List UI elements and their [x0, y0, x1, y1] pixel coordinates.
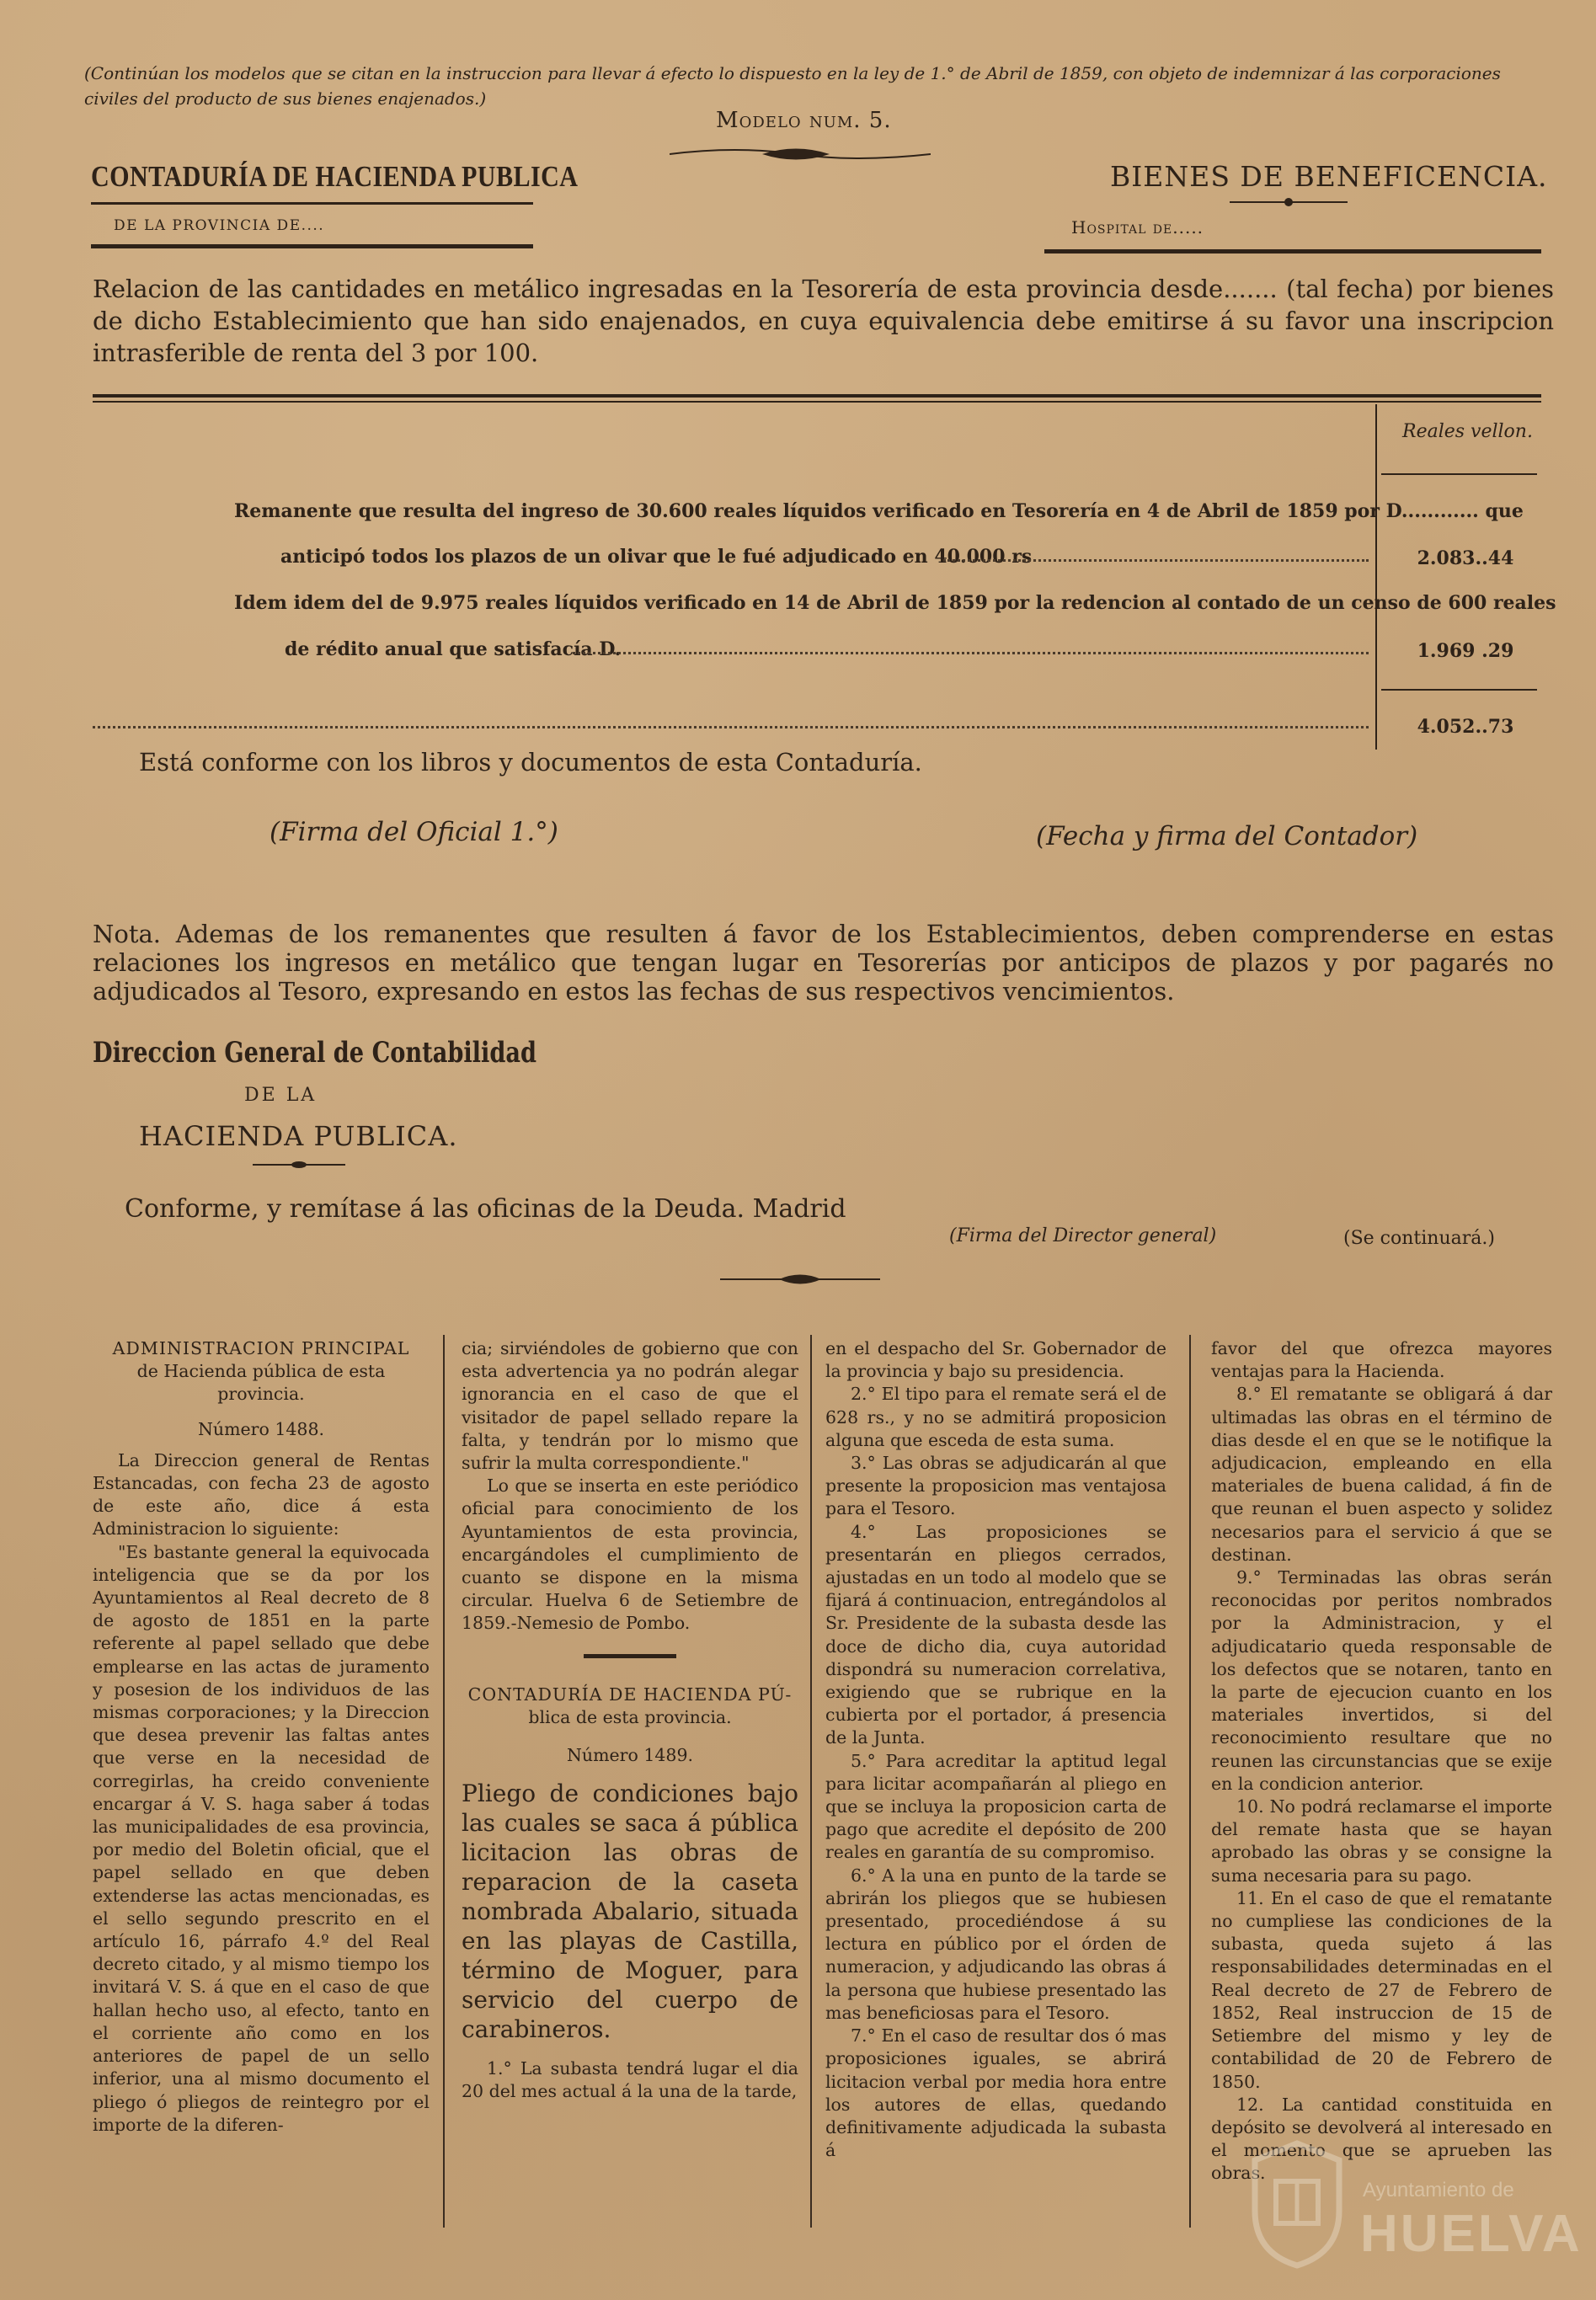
row1-line1: Remanente que resulta del ingreso de 30.600 reales líquidos verificado en Tesorería en 4 de Abril de 1859 por D............ que — [234, 500, 1524, 522]
row2-line2: de rédito anual que satisfacía D. — [285, 638, 622, 660]
col2-paragraph: cia; sirviéndoles de gobierno que con esta advertencia ya no podrán alegar ignorancia en el caso de que el visitador de papel sellado repare la falta, y tendrán por lo mismo que sufrir la multa correspondiente." — [462, 1338, 798, 1474]
header-right-title: BIENES DE BENEFICENCIA. — [1110, 160, 1548, 193]
dot-leader — [93, 726, 1369, 728]
column-separator — [810, 1335, 812, 2228]
col3-paragraph: 6.° A la una en punto de la tarde se abrirán los pliegos que se hubiesen presentado, procediéndose á su lectura en público por el órden de numeracion, y adjudicando las obras á la persona que hubiese presentado las mas beneficiosas para el Tesoro. — [825, 1865, 1166, 2023]
header-left-sub: DE LA PROVINCIA DE.... — [114, 217, 325, 234]
conforme-remitase: Conforme, y remítase á las oficinas de la Deuda. Madrid — [125, 1194, 846, 1224]
row2-amount: 1.969 .29 — [1417, 640, 1514, 662]
row1-line2: anticipó todos los plazos de un olivar que le fué adjudicado en 40.000 rs — [280, 546, 1033, 568]
header-left-bottom-rule — [91, 244, 533, 248]
header-underline — [1381, 473, 1537, 475]
col3-paragraph: 7.° En el caso de resultar dos ó mas proposiciones iguales, se abrirá licitacion verbal por media hora entre los autores de ellas, quedando definitivamente adjudicada la subasta á — [825, 2025, 1166, 2161]
column-separator — [1189, 1335, 1191, 2228]
column-3 — [825, 1337, 1166, 2162]
col1-head: ADMINISTRACION PRINCIPAL — [112, 1338, 410, 1358]
col4-paragraph: 12. La cantidad constituida en depósito se devolverá al interesado en el momento que se aprueben las obras. — [1211, 2094, 1552, 2184]
col2-pliego-title: Pliego de condiciones bajo las cuales se saca á pública licitacion las obras de reparacion de la caseta nombrada Abalario, situada en las playas de Castilla, término de Moguer, para servicio del cuerpo de carabineros. — [462, 1780, 798, 2044]
row2-line1: Idem idem del de 9.975 reales líquidos verificado en 14 de Abril de 1859 por la redencion al contado de un censo de 600 reales — [234, 592, 1556, 614]
firma-director: (Firma del Director general) — [949, 1225, 1217, 1246]
ornament-divider-icon — [670, 141, 931, 167]
table-column-divider — [1375, 404, 1377, 750]
conforme-text: Está conforme con los libros y documentos de esta Contaduría. — [139, 748, 922, 776]
col2-head: CONTADURÍA DE HACIENDA PÚ- — [467, 1684, 793, 1705]
watermark-line1: Ayuntamiento de — [1363, 2179, 1514, 2201]
col2-subhead: blica de esta provincia. — [528, 1706, 732, 1727]
ornament-divider-icon — [720, 1270, 880, 1289]
column-separator — [443, 1335, 445, 2228]
col2-paragraph: 1.° La subasta tendrá lugar el dia 20 del mes actual á la una de la tarde, — [462, 2058, 798, 2102]
direccion-title: Direccion General de Contabilidad — [93, 1036, 536, 1070]
column-1 — [93, 1337, 430, 2137]
table-top-rule-thin — [93, 401, 1541, 403]
column-2 — [462, 1337, 798, 2104]
row1-amount: 2.083..44 — [1417, 547, 1514, 569]
nota-paragraph: Nota. Ademas de los remanentes que resulten á favor de los Establecimientos, deben comprenderse en estas relaciones los ingresos en metálico que tengan lugar en Tesorerías por anticipos de plazos y por pagarés no adjudicados al Tesoro, expresando en estos las fechas de sus respectivos vencimientos. — [93, 920, 1554, 1006]
firma-oficial: (Firma del Oficial 1.°) — [270, 817, 558, 847]
col2-paragraph: Lo que se inserta en este periódico oficial para conocimiento de los Ayuntamientos de esta provincia, encargándoles el cumplimiento de cuanto se dispone en la misma circular. Huelva 6 de Setiembre de 1859.-Nemesio de Pombo. — [462, 1476, 798, 1634]
col1-paragraph: "Es bastante general la equivocada inteligencia que se da por los Ayuntamientos al Real decreto de 8 de agosto de 1851 en la parte referente al papel sellado que debe emplearse en las actas de juramento y posesion de los individuos de las mismas corporaciones; y la Direccion que desea prevenir las faltas antes que verse en la necesidad de corregirlas, ha creido conveniente encargar á V. S. haga saber á todas las municipalidades de esa provincia, por medio del Boletin oficial, que el papel sellado en que deben extenderse las actas mencionadas, es el sello segundo prescrito en el artículo 16, párrafo 4.º del Real decreto citado, y al mismo tiempo los invitará V. S. á que en el caso de que hallan hecho uso, al efecto, tanto en el corriente año como en los anteriores de papel de un sello inferior, una al mismo documento el pliego ó pliegos de reintegro por el importe de la diferen- — [93, 1541, 430, 2135]
header-right-bottom-rule — [1044, 249, 1541, 253]
col3-paragraph: 3.° Las obras se adjudicarán al que presente la proposicion mas ventajosa para el Tesoro. — [825, 1453, 1166, 1519]
watermark-line2: HUELVA — [1360, 2205, 1583, 2263]
ornament-small-icon — [253, 1159, 345, 1171]
watermark-logo — [1246, 2127, 1583, 2282]
dot-leader — [573, 652, 1369, 654]
intro-text: (Continúan los modelos que se citan en la instruccion para llevar á efecto lo dispuesto en la ley de 1.° de Abril de 1859, con objeto de indemnizar á las corporaciones civiles del producto de sus bienes enajenados.) — [84, 63, 1501, 109]
total-amount: 4.052..73 — [1417, 716, 1514, 738]
col1-paragraph: La Direccion general de Rentas Estancadas, con fecha 23 de agosto de este año, dice á esta Administracion lo siguiente: — [93, 1449, 430, 1540]
col3-paragraph: 5.° Para acreditar la aptitud legal para licitar acompañarán al pliego en que se incluya la proposicion carta de pago que acredite el depósito de 200 reales en garantía de su compromiso. — [825, 1750, 1166, 1863]
ornament-small-icon — [1230, 195, 1348, 209]
col3-paragraph: 2.° El tipo para el remate será el de 628 rs., y no se admitirá proposicion alguna que esceda de esta suma. — [825, 1384, 1166, 1450]
header-left-rule — [91, 202, 533, 205]
col2-divider — [584, 1654, 676, 1658]
direccion-hacienda: HACIENDA PUBLICA. — [139, 1120, 458, 1152]
column-4 — [1211, 1337, 1552, 2185]
col4-paragraph: 10. No podrá reclamarse el importe del remate hasta que se hayan aprobado las obras y se consigne la suma necesaria para su pago. — [1211, 1796, 1552, 1886]
firma-contador: (Fecha y firma del Contador) — [1036, 821, 1418, 851]
col4-paragraph: favor del que ofrezca mayores ventajas para la Hacienda. — [1211, 1338, 1552, 1382]
col4-paragraph: 8.° El rematante se obligará á dar ultimadas las obras en el término de dias desde el en que se le notifique la adjudicacion, empleando en ella materiales de buena calidad, á fin de que reunan el buen aspecto y solidez necesarios para el servicio á que se destinan. — [1211, 1384, 1552, 1565]
col4-paragraph: 9.° Terminadas las obras serán reconocidas por peritos nombrados por la Administracion, y el adjudicatario queda responsable de los defectos que se notaren, tanto en la parte de ejecucion cuanto en los materiales invertidos, si del reconocimiento resultare que no reunen las circunstancias que se exije en la condicion anterior. — [1211, 1567, 1552, 1794]
table-top-rule — [93, 394, 1541, 398]
dot-leader — [943, 559, 1369, 562]
direccion-de-la: DE LA — [244, 1085, 318, 1106]
col3-paragraph: en el despacho del Sr. Gobernador de la provincia y bajo su presidencia. — [825, 1338, 1166, 1382]
se-continuara: (Se continuará.) — [1343, 1228, 1495, 1249]
col1-numero: Número 1488. — [197, 1418, 325, 1439]
reales-vellon-header: Reales vellon. — [1402, 421, 1533, 442]
header-right-sub: Hospital de..... — [1071, 217, 1204, 237]
relacion-paragraph: Relacion de las cantidades en metálico ingresadas en la Tesorería de esta provincia desde....... (tal fecha) por bienes de dicho Establecimiento que han sido enajenados, en cuya equivalencia debe emitirse á su favor una inscripcion intrasferible de renta del 3 por 100. — [93, 275, 1554, 367]
col4-paragraph: 11. En el caso de que el rematante no cumpliese las condiciones de la subasta, queda sujeto á las responsabilidades determinadas en el Real decreto de 27 de Febrero de 1852, Real instruccion de 15 de Setiembre del mismo y ley de contabilidad de 20 de Febrero de 1850. — [1211, 1887, 1552, 2092]
col1-subhead: de Hacienda pública de esta provincia. — [136, 1361, 386, 1405]
huelva-coat-of-arms-icon — [1246, 2135, 1348, 2270]
col3-paragraph: 4.° Las proposiciones se presentarán en pliegos cerrados, ajustadas en un todo al modelo que se fijará á continuacion, entregándolos al Sr. Presidente de la subasta desde las doce de dicho dia, cuya autoridad dispondrá su numeracion correlativa, exigiendo que se rubrique en la cubierta por el portador, á presencia de la Junta. — [825, 1521, 1166, 1748]
header-left-title: CONTADURÍA DE HACIENDA PUBLICA — [91, 160, 579, 193]
modelo-number: Modelo num. 5. — [716, 108, 892, 133]
col2-numero: Número 1489. — [566, 1745, 694, 1766]
subtotal-rule — [1381, 689, 1537, 691]
